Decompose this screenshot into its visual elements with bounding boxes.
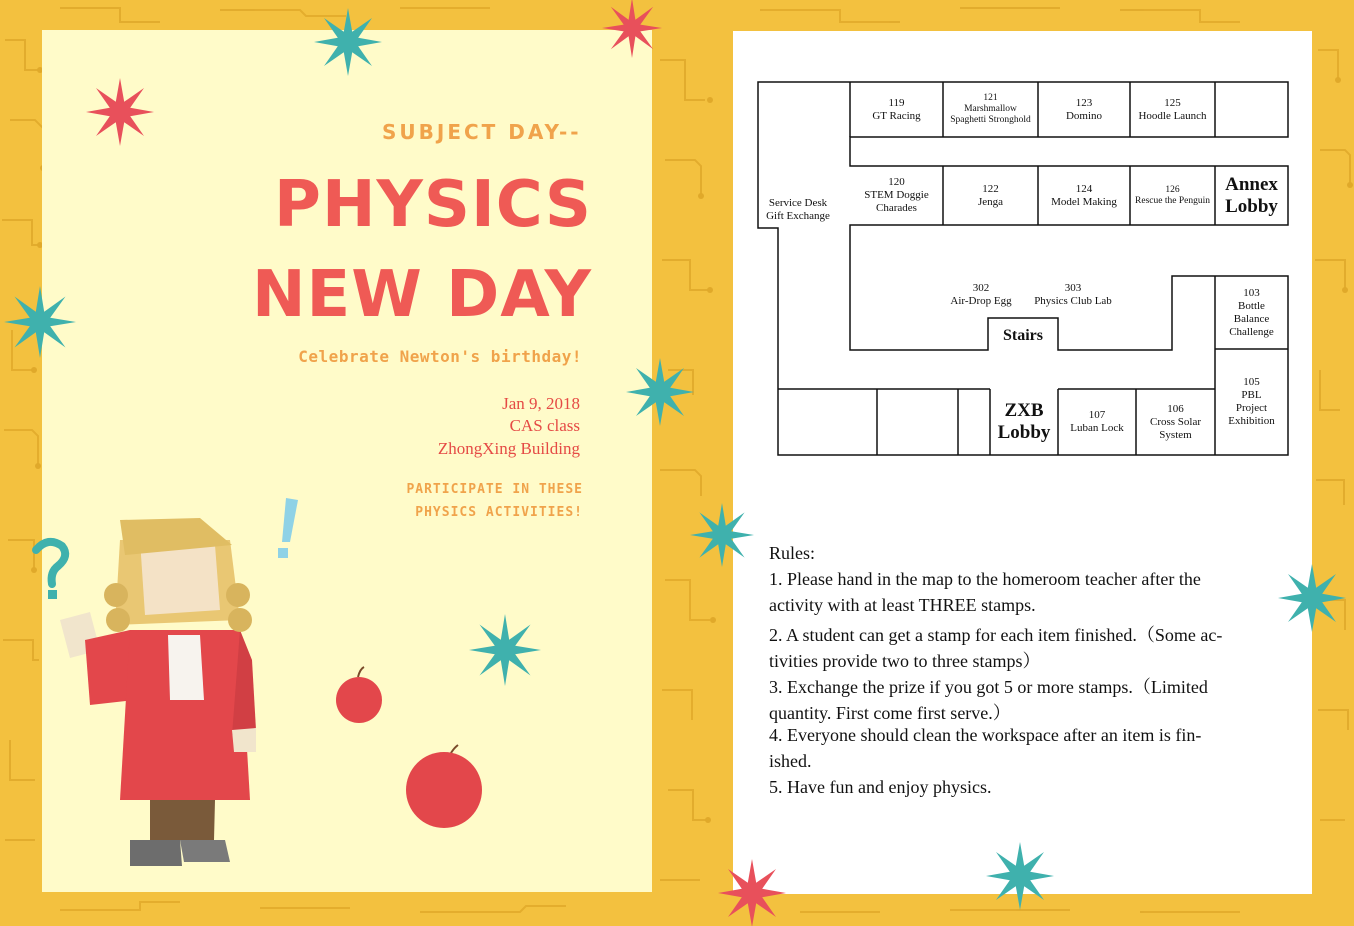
room-activity: Air-Drop Egg <box>950 295 1012 307</box>
participate-line-2: PHYSICS ACTIVITIES! <box>415 505 583 520</box>
title-line-2: NEW DAY <box>251 258 592 332</box>
room-number: 302 <box>972 282 990 294</box>
room-number: 125 <box>1164 96 1181 109</box>
lobby-text: Lobby <box>1225 195 1278 217</box>
room-activity: Bottle <box>1238 299 1265 312</box>
room-activity: System <box>1159 428 1192 441</box>
room-activity: Challenge <box>1229 325 1274 338</box>
stairs-text: Stairs <box>1003 326 1043 344</box>
room-activity: STEM Doggie <box>864 189 929 201</box>
room-activity: Project <box>1235 402 1268 414</box>
room-activity: Spaghetti Stronghold <box>950 115 1031 125</box>
room-activity: PBL <box>1241 389 1262 401</box>
room-activity: Domino <box>1065 109 1103 122</box>
rules-section <box>733 31 1312 894</box>
rules-heading: Rules: <box>769 543 816 563</box>
room-number: 120 <box>888 176 905 188</box>
event-building: ZhongXing Building <box>437 439 580 458</box>
room-number: 107 <box>1088 409 1106 421</box>
room-activity: Rescue the Penguin <box>1135 195 1210 206</box>
room-activity: Balance <box>1233 312 1270 325</box>
room-activity: GT Racing <box>872 109 921 122</box>
event-date: Jan 9, 2018 <box>502 394 580 413</box>
rule-line: ished. <box>769 751 812 771</box>
room-activity: Jenga <box>977 195 1004 208</box>
room-activity: Hoodle Launch <box>1138 109 1207 122</box>
lobby-text: Lobby <box>997 422 1051 443</box>
room-activity: Charades <box>876 202 917 214</box>
room-activity: Exhibition <box>1228 415 1275 427</box>
gift-exchange-text: Gift Exchange <box>766 210 830 222</box>
room-activity: Physics Club Lab <box>1034 295 1112 307</box>
room-number: 103 <box>1243 286 1260 299</box>
subject-day-label: SUBJECT DAY-- <box>382 120 582 144</box>
rule-line: 4. Everyone should clean the workspace after an item is fin- <box>769 725 1202 745</box>
room-number: 123 <box>1075 96 1093 109</box>
rule-line: 1. Please hand in the map to the homeroom teacher after the <box>769 569 1201 589</box>
title-line-1: PHYSICS <box>274 168 592 242</box>
participate-line-1: PARTICIPATE IN THESE <box>406 482 583 497</box>
rule-line: tivities provide two to three stamps） <box>769 651 1041 671</box>
rule-line: 2. A student can get a stamp for each item finished.（Some ac- <box>769 625 1223 645</box>
room-number: 106 <box>1167 402 1184 415</box>
room-activity: Cross Solar <box>1149 415 1202 428</box>
rule-line: 5. Have fun and enjoy physics. <box>769 777 992 797</box>
room-number: 303 <box>1064 282 1082 294</box>
rule-line: activity with at least THREE stamps. <box>769 595 1036 615</box>
room-number: 105 <box>1243 376 1260 388</box>
room-activity: Marshmallow <box>964 104 1017 114</box>
rule-line: quantity. First come first serve.） <box>769 703 1011 723</box>
celebrate-subtitle: Celebrate Newton's birthday! <box>298 347 582 366</box>
rule-line: 3. Exchange the prize if you got 5 or more stamps.（Limited <box>769 677 1208 697</box>
event-class: CAS class <box>509 416 580 435</box>
room-number: 121 <box>983 93 998 103</box>
room-number: 119 <box>888 96 905 109</box>
room-activity: Luban Lock <box>1070 422 1124 434</box>
room-number: 126 <box>1165 184 1180 195</box>
lobby-text: Annex <box>1225 173 1278 195</box>
lobby-text: ZXB <box>1004 400 1044 421</box>
room-number: 124 <box>1075 182 1093 195</box>
room-activity: Model Making <box>1051 195 1117 208</box>
room-number: 122 <box>982 182 999 195</box>
service-desk-text: Service Desk <box>768 197 828 209</box>
